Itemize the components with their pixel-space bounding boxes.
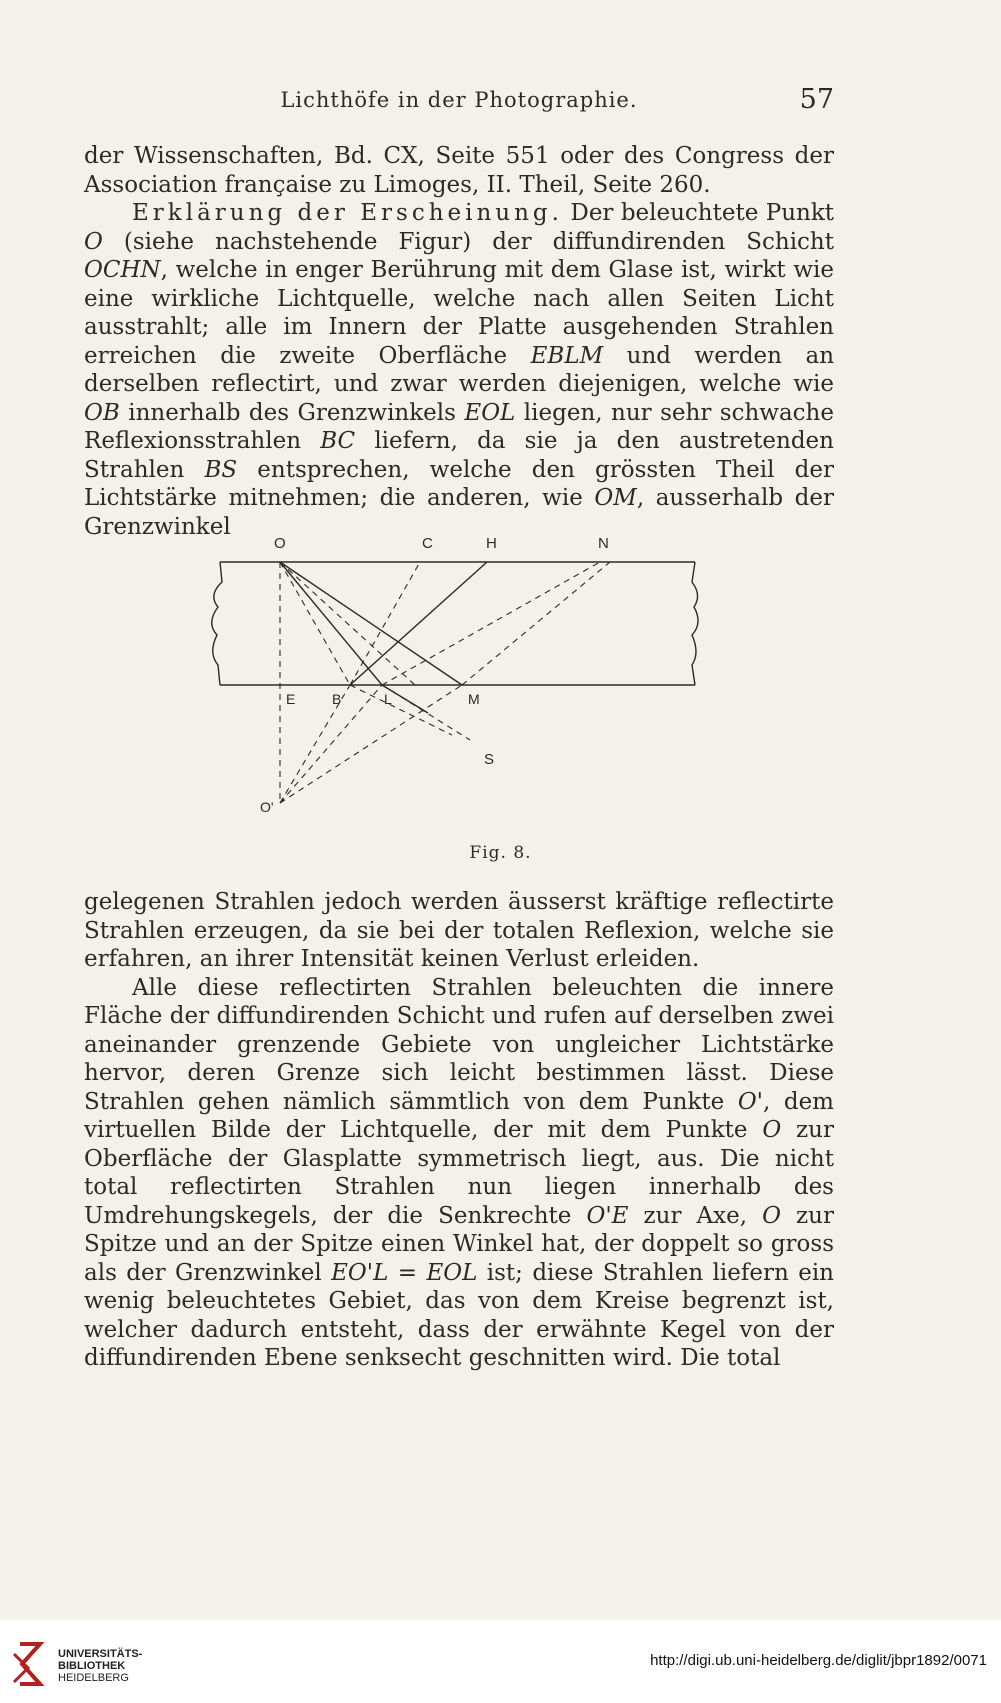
running-header (84, 84, 834, 128)
ray-B-C (350, 562, 420, 685)
running-title: Lichthöfe in der Photographie. (280, 88, 638, 112)
ray-O-mid (280, 562, 415, 685)
label-B: B (332, 691, 342, 707)
page-number: 57 (799, 84, 834, 115)
label-L: L (384, 691, 392, 707)
plate-left-break (212, 562, 222, 685)
label-M: M (468, 691, 480, 707)
plate-right-break (692, 562, 698, 685)
library-logo-icon (10, 1640, 50, 1692)
paragraph-1: der Wissenschaften, Bd. CX, Seite 551 oder des Congress der Association française zu Limoges, II. Theil, Seite 260. (84, 143, 834, 198)
permalink-url[interactable]: http://digi.ub.uni-heidelberg.de/diglit/jbpr1892/0071 (650, 1652, 987, 1669)
figure-caption: Fig. 8. (469, 843, 532, 863)
virtual-Oprime-M (280, 685, 462, 803)
library-name: UNIVERSITÄTS- BIBLIOTHEK HEIDELBERG (58, 1648, 143, 1684)
section-lead: Erklärung der Erscheinung. (132, 200, 563, 226)
paragraph-3: gelegenen Strahlen jedoch werden äusserst kräftige reflectirte Strahlen erzeugen, da sie bei der totalen Reflexion, welche sie erfahren, an ihrer Intensität keinen Verlust erleiden. (84, 889, 834, 972)
ray-M-N (462, 562, 610, 685)
ray-diagram (200, 535, 720, 835)
viewer-footer (0, 1620, 1001, 1703)
paragraph-4: Alle diese reflectirten Strahlen beleuchten die innere Fläche der diffundirenden Schicht und rufen auf derselben zwei aneinander grenzende Gebiete von ungleicher Lichtstärke hervor, deren Grenze sich leicht bestimmen lässt. Diese Strahlen gehen nämlich sämmtlich von dem Punkte O', dem virtuellen Bilde der Lichtquelle, der mit dem Punkte O zur Oberfläche der Glasplatte symmetrisch liegt, aus. Die nicht total reflectirten Strahlen nun liegen innerhalb des Umdrehungskegels, der die Senkrechte O'E zur Axe, O zur Spitze und an der Spitze einen Winkel hat, der doppelt so gross als der Grenzwinkel EO'L = EOL ist; diese Strahlen liefern ein wenig beleuchtetes Gebiet, das von dem Kreise begrenzt ist, welcher dadurch entsteht, dass der erwähnte Kegel von der diffundirenden Ebene senksecht geschnitten wird. Die total (84, 974, 834, 1371)
ray-O-L (280, 562, 382, 685)
label-N: N (598, 535, 609, 552)
paragraph-2: Erklärung der Erscheinung. Der beleuchtete Punkt O (siehe nachstehende Figur) der diffundirenden Schicht OCHN, welche in enger Berührung mit dem Glase ist, wirkt wie eine wirkliche Lichtquelle, welche nach allen Seiten Licht ausstrahlt; alle im Innern der Platte ausgehenden Strahlen erreichen die zweite Oberfläche EBLM und werden an derselben reflectirt, und zwar werden diejenigen, welche wie OB innerhalb des Grenzwinkels EOL liegen, nur sehr schwache Reflexionsstrahlen BC liefern, da sie ja den austretenden Strahlen BS entsprechen, welche den grössten Theil der Lichtstärke mitnehmen; die anderen, wie OM, ausserhalb der Grenzwinkel (84, 200, 835, 540)
label-C: C (422, 535, 433, 552)
label-O-prime: O' (260, 799, 274, 815)
ray-L-N (382, 562, 600, 685)
ray-O-B (280, 562, 350, 685)
label-E: E (286, 691, 296, 707)
label-H: H (486, 535, 497, 552)
text-block-top (84, 142, 834, 541)
ray-B-S (350, 685, 452, 735)
label-S: S (484, 751, 495, 768)
figure-8-diagram (200, 535, 720, 835)
label-O: O (274, 535, 286, 552)
text-block-bottom (84, 888, 834, 1373)
